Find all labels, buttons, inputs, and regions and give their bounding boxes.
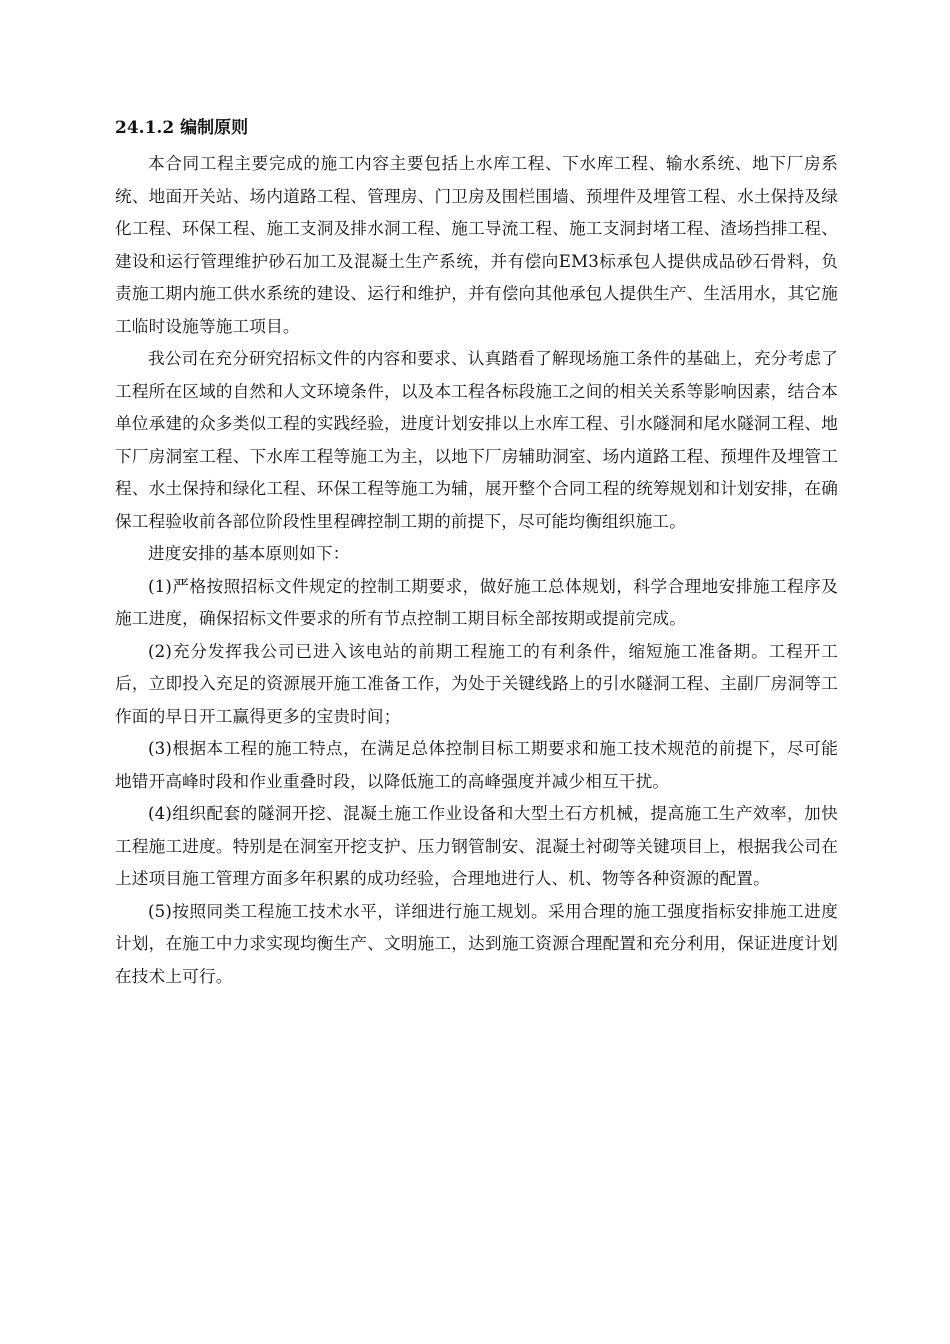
paragraph-principle-2: (2)充分发挥我公司已进入该电站的前期工程施工的有利条件，缩短施工准备期。工程开工后，立即投入充足的资源展开施工准备工作，为处于关键线路上的引水隧洞工程、主副厂房洞等工作面的早日开工赢得更多的宝贵时间；	[115, 641, 838, 726]
paragraph-principles-intro: 进度安排的基本原则如下：	[148, 544, 350, 563]
paragraph-approach: 我公司在充分研究招标文件的内容和要求、认真踏看了解现场施工条件的基础上，充分考虑了工程所在区域的自然和人文环境条件，以及本工程各标段施工之间的相关关系等影响因素，结合本单位承建的众多类似工程的实践经验，进度计划安排以上水库工程、引水隧洞和尾水隧洞工程、地下厂房洞室工程、下水库工程等施工为主，以地下厂房辅助洞室、场内道路工程、预埋件及埋管工程、水土保持和绿化工程、环保工程等施工为辅，展开整个合同工程的统筹规划和计划安排，在确保工程验收前各部位阶段性里程碑控制工期的前提下，尽可能均衡组织施工。	[115, 349, 838, 531]
section-heading: 24.1.2 编制原则	[115, 118, 249, 138]
paragraph-principle-1: (1)严格按照招标文件规定的控制工期要求，做好施工总体规划，科学合理地安排施工程序及施工进度，确保招标文件要求的所有节点控制工期目标全部按期或提前完成。	[115, 576, 838, 628]
paragraph-principle-4: (4)组织配套的隧洞开挖、混凝土施工作业设备和大型土石方机械，提高施工生产效率，加快工程施工进度。特别是在洞室开挖支护、压力钢管制安、混凝土衬砌等关键项目上，根据我公司在上述项目施工管理方面多年积累的成功经验，合理地进行人、机、物等各种资源的配置。	[115, 804, 838, 888]
paragraph-principle-5: (5)按照同类工程施工技术水平，详细进行施工规划。采用合理的施工强度指标安排施工进度计划，在施工中力求实现均衡生产、文明施工，达到施工资源合理配置和充分利用，保证进度计划在技术上可行。	[115, 901, 838, 986]
document-body	[115, 112, 838, 993]
paragraph-principle-3: (3)根据本工程的施工特点，在满足总体控制目标工期要求和施工技术规范的前提下，尽可能地错开高峰时段和作业重叠时段，以降低施工的高峰强度并减少相互干扰。	[115, 739, 838, 791]
paragraph-scope: 本合同工程主要完成的施工内容主要包括上水库工程、下水库工程、输水系统、地下厂房系统、地面开关站、场内道路工程、管理房、门卫房及围栏围墙、预埋件及埋管工程、水土保持及绿化工程、环保工程、施工支洞及排水洞工程、施工导流工程、施工支洞封堵工程、渣场挡排工程、建设和运行管理维护砂石加工及混凝土生产系统，并有偿向EM3标承包人提供成品砂石骨料，负责施工期内施工供水系统的建设、运行和维护，并有偿向其他承包人提供生产、生活用水，其它施工临时设施等施工项目。	[115, 154, 838, 336]
